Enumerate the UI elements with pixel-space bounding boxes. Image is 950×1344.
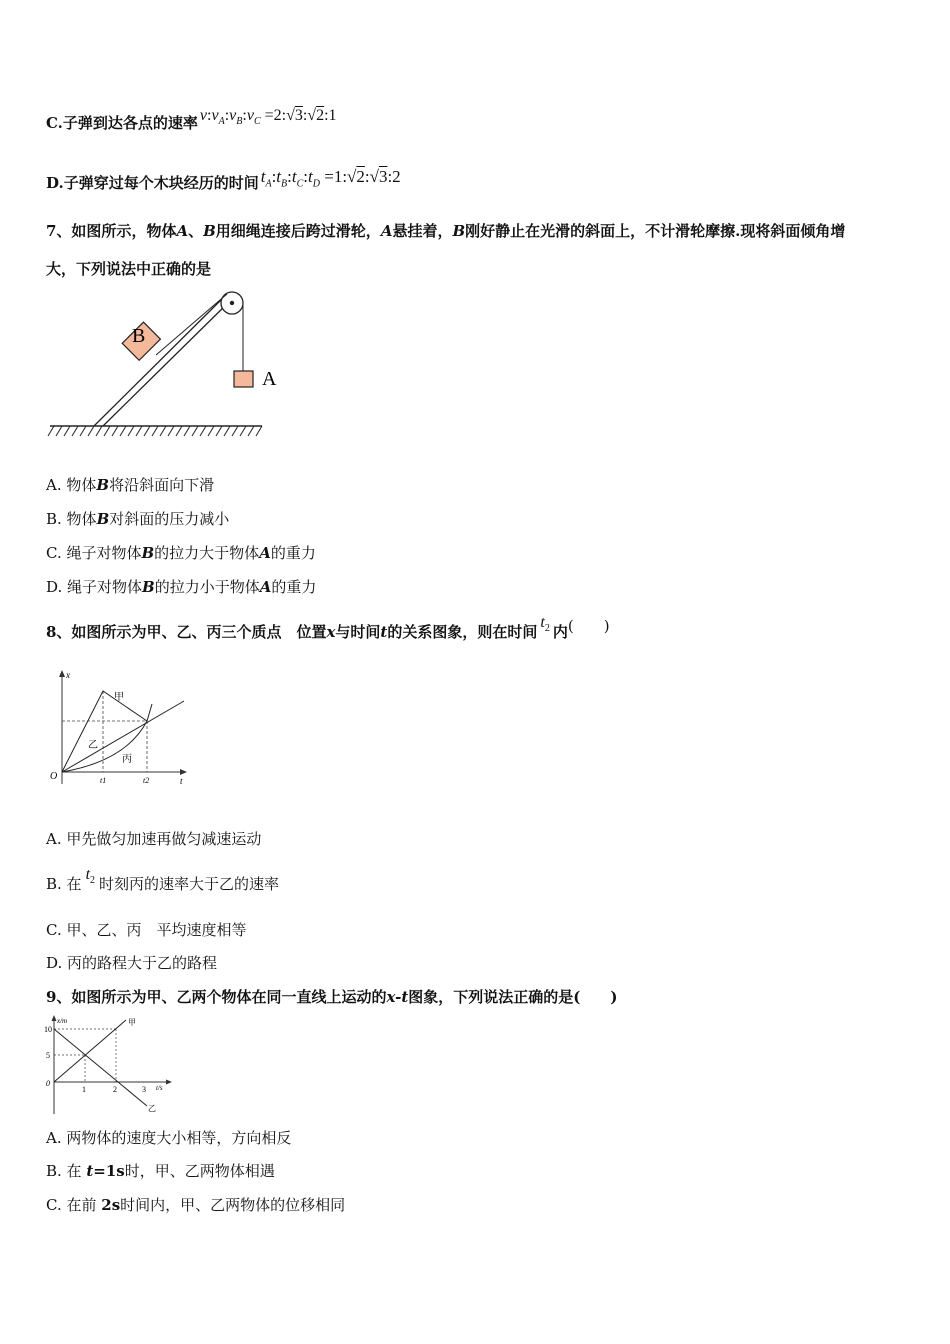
svg-text:x: x [66, 670, 70, 680]
q7-option-a[interactable]: A. 物体B将沿斜面向下滑 [46, 476, 215, 494]
formula-time-ratio: $t_A:t_B:t_C:t_D$ =1:√2:√3:2 [260, 167, 401, 190]
q8-xt-figure [46, 666, 196, 796]
formula-velocity-ratio: $v:v_A:v_B:v_C$ =2:√3:√2:1 [199, 107, 337, 128]
label-b: B [132, 325, 146, 347]
q9-option-b[interactable]: B. 在 t=1s时，甲、乙两物体相遇 [46, 1162, 275, 1180]
option-letter: C. [46, 114, 63, 132]
svg-text:1: 1 [82, 1085, 86, 1094]
svg-text:x/m: x/m [57, 1017, 68, 1025]
label-a: A [262, 368, 277, 390]
svg-text:t2: t2 [143, 776, 150, 785]
svg-text:2: 2 [113, 1085, 117, 1094]
svg-text:t1: t1 [100, 776, 107, 785]
q8-option-d[interactable]: D. 丙的路程大于乙的路程 [46, 954, 218, 972]
q9-xt-figure [44, 1014, 174, 1118]
incline-plane [94, 295, 226, 426]
block-a [234, 371, 253, 387]
svg-text:甲: 甲 [114, 692, 124, 703]
q8-option-a[interactable]: A. 甲先做匀加速再做匀减速运动 [46, 830, 262, 848]
svg-text:乙: 乙 [88, 740, 98, 751]
svg-text:甲: 甲 [128, 1018, 136, 1027]
q7-option-c[interactable]: C. 绳子对物体B的拉力大于物体A的重力 [46, 544, 316, 562]
svg-text:丙: 丙 [122, 754, 132, 765]
q7-incline-figure [46, 287, 286, 437]
q7-option-b[interactable]: B. 物体B对斜面的压力减小 [46, 510, 230, 528]
prev-option-c [46, 107, 337, 135]
q8-option-b[interactable]: B. 在$t_2$ 时刻丙的速率大于乙的速率 [46, 866, 280, 893]
series-bing [62, 704, 152, 772]
svg-text:乙: 乙 [148, 1104, 156, 1113]
q7-stem-line1: 7、如图所示，物体A、B用细绳连接后跨过滑轮，A悬挂着，B刚好静止在光滑的斜面上，不计滑轮摩擦.现将斜面倾角增 [46, 222, 846, 240]
option-text: 子弹穿过每个木块经历的时间 [63, 174, 259, 192]
q7-option-d[interactable]: D. 绳子对物体B的拉力小于物体A的重力 [46, 578, 317, 596]
svg-text:t: t [180, 776, 183, 786]
q8-stem: 8、如图所示为甲、乙、丙三个质点 位置x与时间t的关系图象，则在时间$t_2$ 内( ) [46, 614, 610, 641]
option-letter: D. [46, 174, 64, 192]
q9-option-c[interactable]: C. 在前 2s时间内，甲、乙两物体的位移相同 [46, 1196, 346, 1214]
svg-text:O: O [50, 771, 58, 782]
option-text: 子弹到达各点的速率 [62, 114, 198, 132]
q8-option-c[interactable]: C. 甲、乙、丙 平均速度相等 [46, 921, 247, 939]
svg-text:5: 5 [46, 1051, 50, 1060]
prev-option-d [46, 167, 401, 195]
svg-text:t/s: t/s [156, 1084, 163, 1092]
svg-text:10: 10 [44, 1025, 52, 1034]
q9-option-a[interactable]: A. 两物体的速度大小相等，方向相反 [46, 1129, 292, 1147]
q9-stem: 9、如图所示为甲、乙两个物体在同一直线上运动的x-t图象，下列说法正确的是( ) [46, 988, 618, 1006]
svg-text:3: 3 [142, 1085, 146, 1094]
series-yi [54, 1029, 147, 1106]
q7-stem-line2: 大，下列说法中正确的是 [46, 260, 212, 278]
svg-text:0: 0 [46, 1079, 50, 1088]
